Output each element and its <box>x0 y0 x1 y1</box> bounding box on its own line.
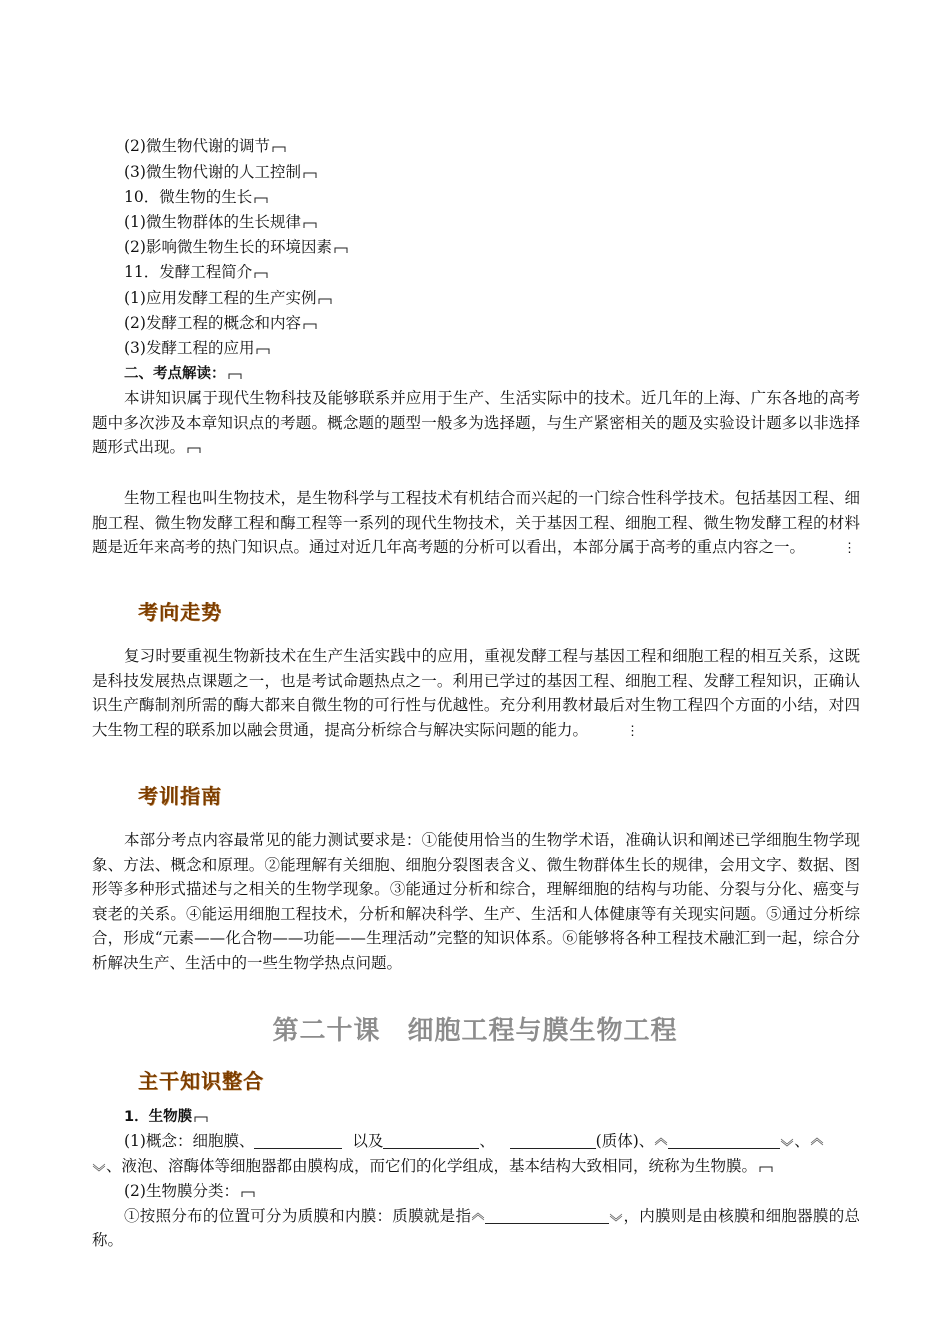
outline-item: (2)微生物代谢的调节 <box>124 134 286 158</box>
close-mark-icon <box>609 1212 623 1222</box>
paragraph: 生物工程也叫生物技术，是生物科学与工程技术有机结合而兴起的一门综合性科学技术。包括基因工程、细胞工程、微生物发酵工程和酶工程等一系列的现代生物技术，关于基因工程、细胞工程、微生物发酵工程的材料题是近年来高考的热门知识点。通过对近几年高考题的分析可以看出，本部分属于高考的重点内容之一。 ⋮ <box>92 486 860 562</box>
section-label: 二、考点解读： <box>124 361 242 386</box>
paragraph-mark-icon <box>194 1113 208 1123</box>
outline-item: (2)发酵工程的概念和内容 <box>124 311 317 335</box>
ellipsis-mark-icon: ⋮ <box>626 723 640 739</box>
outline-item: 11．发酵工程简介 <box>124 260 268 284</box>
paragraph-mark-icon <box>256 345 270 355</box>
blank-field[interactable] <box>668 1132 780 1149</box>
outline-item: (3)微生物代谢的人工控制 <box>124 160 317 184</box>
outline-item: 10．微生物的生长 <box>124 185 268 209</box>
outline-item: (2)影响微生物生长的环境因素 <box>124 235 348 259</box>
open-mark-icon <box>471 1212 485 1222</box>
concept-line-cont: 、液泡、溶酶体等细胞器都由膜构成，而它们的化学组成，基本结构大致相同，统称为生物膜。 <box>92 1154 773 1178</box>
blank-field[interactable] <box>383 1132 479 1149</box>
section-heading: 主干知识整合 <box>138 1069 264 1093</box>
item-label: 1．生物膜 <box>124 1104 208 1129</box>
section-heading: 考向走势 <box>138 600 222 624</box>
classify-line: ①按照分布的位置可分为质膜和内膜：质膜就是指 ，内膜则是由核膜和细胞器膜的总称。 <box>92 1207 860 1249</box>
paragraph-mark-icon <box>318 295 332 305</box>
classify-label: (2)生物膜分类： <box>124 1179 255 1203</box>
ellipsis-mark-icon: ⋮ <box>843 541 857 556</box>
paragraph-mark-icon <box>228 370 242 380</box>
close-mark-icon <box>780 1137 794 1147</box>
paragraph-mark-icon <box>303 169 317 179</box>
paragraph-mark-icon <box>241 1188 255 1198</box>
open-mark-icon <box>654 1137 668 1147</box>
paragraph-mark-icon <box>254 194 268 204</box>
blank-field[interactable] <box>254 1132 342 1149</box>
paragraph-mark-icon <box>759 1163 773 1173</box>
paragraph-mark-icon <box>272 143 286 153</box>
outline-item: (3)发酵工程的应用 <box>124 336 270 360</box>
paragraph: 复习时要重视生物新技术在生产生活实践中的应用，重视发酵工程与基因工程和细胞工程的相互关系，这既是科技发展热点课题之一，也是考试命题热点之一。利用已学过的基因工程、细胞工程、发酵工程知识，正确认识生产酶制剂所需的酶大都来自微生物的可行性与优越性。充分利用教材最后对生物工程四个方面的小结，对四大生物工程的联系加以融会贯通，提高分析综合与解决实际问题的能力。 ⋮ <box>92 644 860 744</box>
concept-line: (1)概念：细胞膜、 以及 、 (质体)、 、 <box>124 1129 824 1153</box>
lesson-title: 第二十课 细胞工程与膜生物工程 <box>272 1016 678 1046</box>
outline-item: (1)应用发酵工程的生产实例 <box>124 286 332 310</box>
open-mark-icon <box>810 1137 824 1147</box>
paragraph: 本讲知识属于现代生物科技及能够联系并应用于生产、生活实际中的技术。近几年的上海、广东各地的高考题中多次涉及本章知识点的考题。概念题的题型一般多为选择题，与生产紧密相关的题及实验设计题多以非选择题形式出现。 <box>92 389 860 456</box>
paragraph-mark-icon <box>254 269 268 279</box>
paragraph-mark-icon <box>187 444 201 454</box>
paragraph: 本部分考点内容最常见的能力测试要求是：①能使用恰当的生物学术语，准确认识和阐述已学细胞生物学现象、方法、概念和原理。②能理解有关细胞、细胞分裂图表含义、微生物群体生长的规律，会用文字、数据、图形等多种形式描述与之相关的生物学现象。③能通过分析和综合，理解细胞的结构与功能、分裂与分化、癌变与衰老的关系。④能运用细胞工程技术，分析和解决科学、生产、生活和人体健康等有关现实问题。⑤通过分析综合，形成“元素——化合物——功能——生理活动”完整的知识体系。⑥能够将各种工程技术融汇到一起，综合分析解决生产、生活中的一些生物学热点问题。 <box>92 831 860 972</box>
paragraph-mark-icon <box>303 320 317 330</box>
paragraph-mark-icon <box>334 244 348 254</box>
blank-field[interactable] <box>510 1132 596 1149</box>
blank-field[interactable] <box>485 1207 609 1224</box>
paragraph-mark-icon <box>303 219 317 229</box>
close-mark-icon <box>92 1162 106 1172</box>
section-heading: 考训指南 <box>138 784 222 808</box>
outline-item: (1)微生物群体的生长规律 <box>124 210 317 234</box>
